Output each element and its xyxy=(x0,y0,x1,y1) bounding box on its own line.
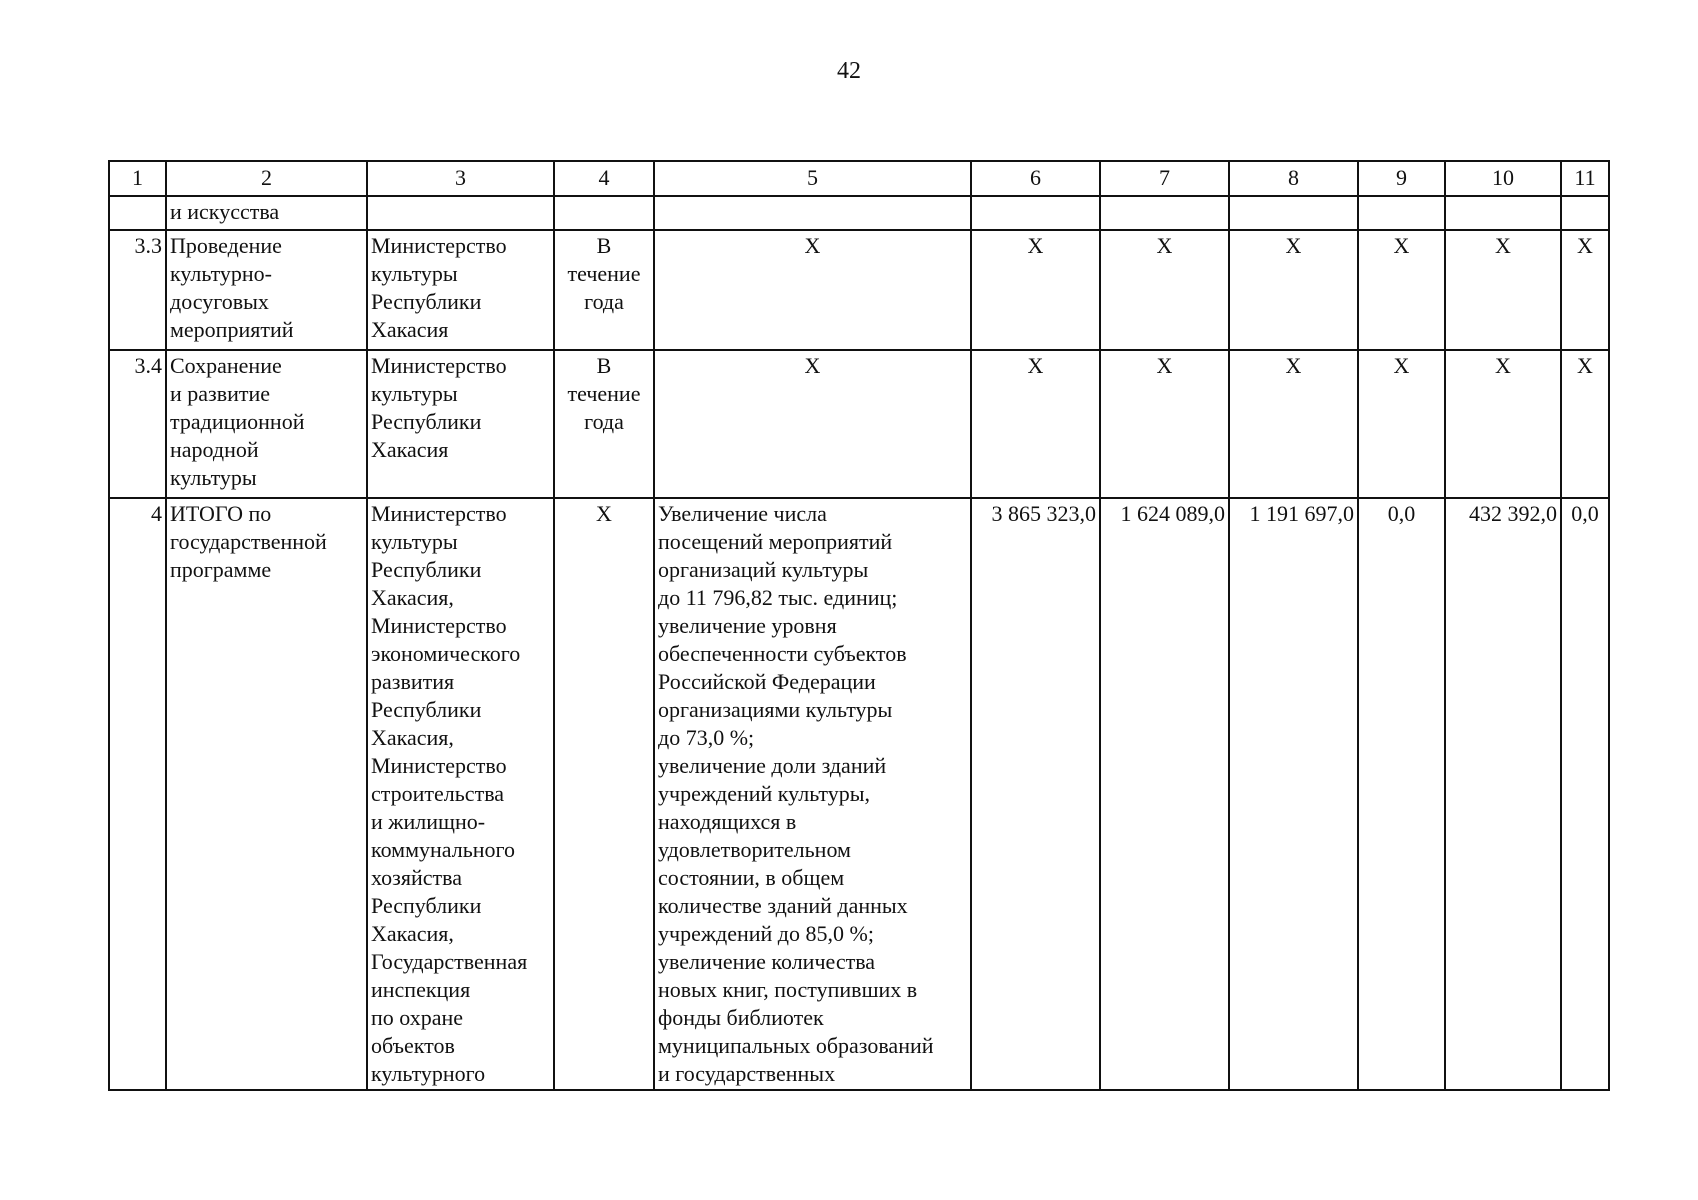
table-cell xyxy=(1445,196,1561,230)
header-cell: 9 xyxy=(1358,161,1445,196)
program-table xyxy=(108,160,1610,1091)
table-cell: Х xyxy=(554,498,654,1090)
table-cell xyxy=(654,196,971,230)
table-cell: 3.4 xyxy=(109,350,166,498)
table-cell: Х xyxy=(1100,350,1229,498)
table-cell xyxy=(1229,196,1358,230)
table-cell: Министерство культуры Республики Хакасия xyxy=(367,230,554,350)
table-cell xyxy=(1561,196,1609,230)
page-number: 42 xyxy=(837,58,861,84)
table-cell xyxy=(109,196,166,230)
table-cell: Проведение культурно- досуговых мероприятий xyxy=(166,230,367,350)
table-cell: 4 xyxy=(109,498,166,1090)
header-cell: 8 xyxy=(1229,161,1358,196)
table-row xyxy=(109,196,1609,230)
header-cell: 3 xyxy=(367,161,554,196)
header-cell: 5 xyxy=(654,161,971,196)
table-cell: Х xyxy=(971,230,1100,350)
table-cell xyxy=(1358,196,1445,230)
table-cell xyxy=(971,196,1100,230)
table-cell: и искусства xyxy=(166,196,367,230)
table-header-row xyxy=(109,161,1609,196)
table-row-total xyxy=(109,498,1609,1090)
table-cell: ИТОГО по государственной программе xyxy=(166,498,367,1090)
table-cell: Х xyxy=(1561,350,1609,498)
table-cell: Х xyxy=(1445,350,1561,498)
table-cell xyxy=(367,196,554,230)
table-cell: 3.3 xyxy=(109,230,166,350)
table-cell: Х xyxy=(1100,230,1229,350)
header-cell: 7 xyxy=(1100,161,1229,196)
table-cell: Х xyxy=(1445,230,1561,350)
header-cell: 10 xyxy=(1445,161,1561,196)
table-row xyxy=(109,350,1609,498)
table-cell: Х xyxy=(1561,230,1609,350)
table-cell: Сохранение и развитие традиционной народной культуры xyxy=(166,350,367,498)
table-cell: Х xyxy=(1358,230,1445,350)
table-cell: 0,0 xyxy=(1358,498,1445,1090)
table-cell: 432 392,0 xyxy=(1445,498,1561,1090)
header-cell: 6 xyxy=(971,161,1100,196)
table-cell: 3 865 323,0 xyxy=(971,498,1100,1090)
table-cell: 1 624 089,0 xyxy=(1100,498,1229,1090)
table-cell xyxy=(1100,196,1229,230)
table-cell: В течение года xyxy=(554,350,654,498)
table-cell: 0,0 xyxy=(1561,498,1609,1090)
table-cell: Х xyxy=(1229,350,1358,498)
table-cell: 1 191 697,0 xyxy=(1229,498,1358,1090)
table-cell: Увеличение числа посещений мероприятий организаций культуры до 11 796,82 тыс. единиц; увеличение уровня обеспеченности субъектов Российской Федерации организациями культуры до 73,0 %; увеличение доли зданий учреждений культуры, находящихся в удовлетворительном состоянии, в общем количестве зданий данных учреждений до 85,0 %; увеличение количества новых книг, поступивших в фонды библиотек муниципальных образований и государственных xyxy=(654,498,971,1090)
table-cell: Х xyxy=(654,350,971,498)
table-cell xyxy=(554,196,654,230)
table-cell: Министерство культуры Республики Хакасия, Министерство экономического развития Республики Хакасия, Министерство строительства и жилищно- коммунального хозяйства Республики Хакасия, Государственная инспекция по охране объектов культурного xyxy=(367,498,554,1090)
table-cell: В течение года xyxy=(554,230,654,350)
header-cell: 2 xyxy=(166,161,367,196)
header-cell: 4 xyxy=(554,161,654,196)
table-cell: Х xyxy=(971,350,1100,498)
table-cell: Х xyxy=(654,230,971,350)
header-cell: 11 xyxy=(1561,161,1609,196)
table-cell: Министерство культуры Республики Хакасия xyxy=(367,350,554,498)
header-cell: 1 xyxy=(109,161,166,196)
table-row xyxy=(109,230,1609,350)
table-cell: Х xyxy=(1229,230,1358,350)
table-cell: Х xyxy=(1358,350,1445,498)
